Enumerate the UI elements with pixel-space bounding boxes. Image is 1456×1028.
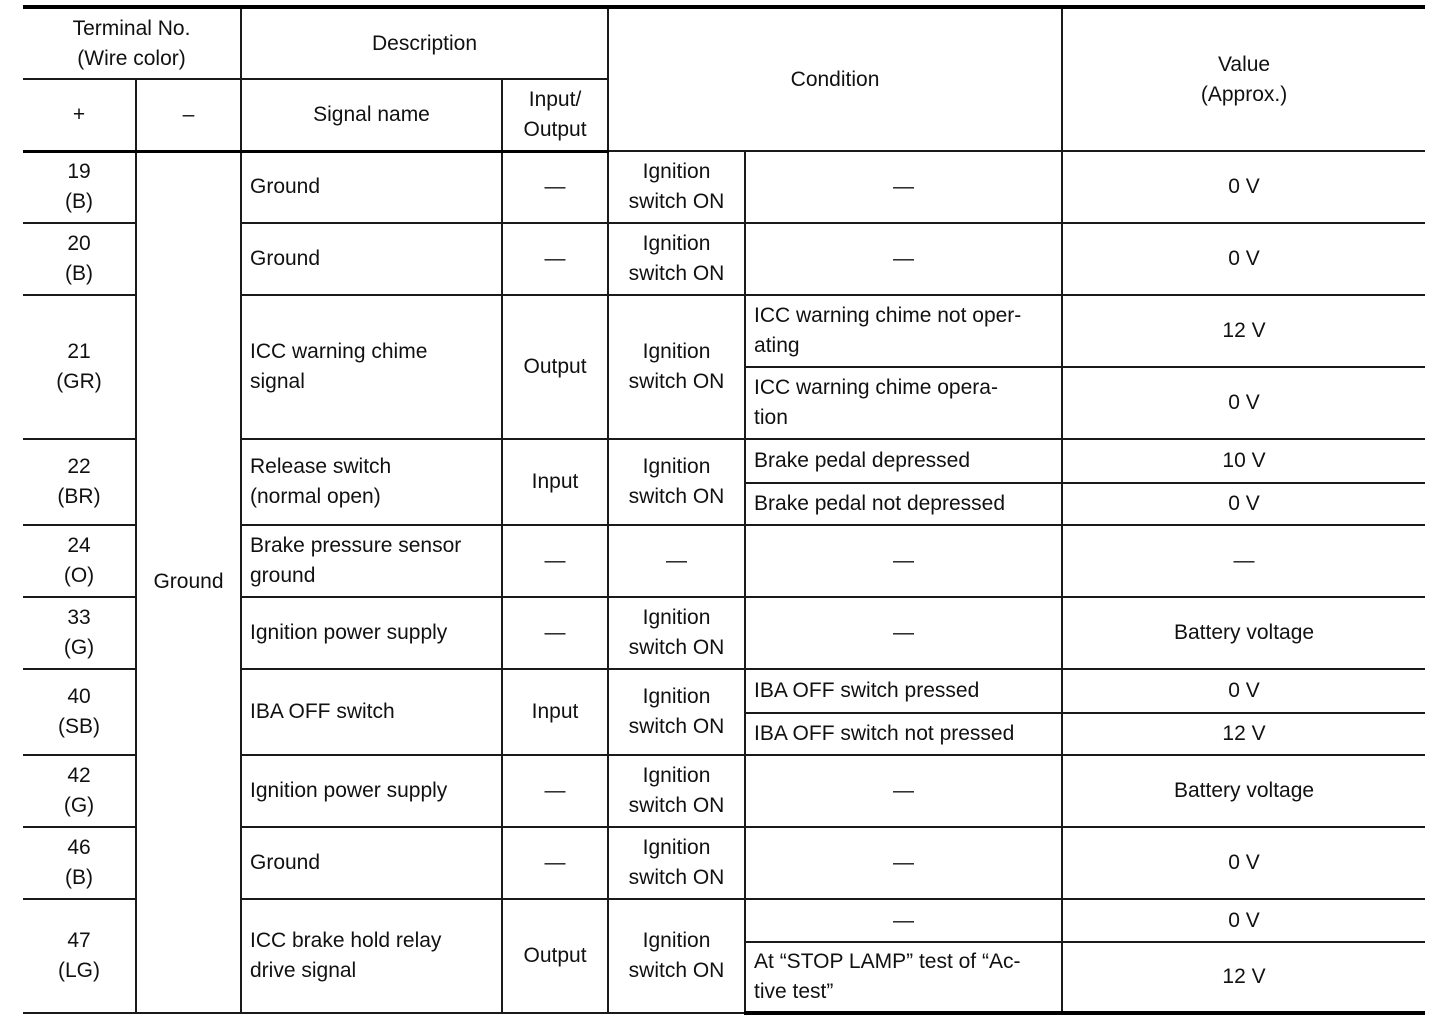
value-cell: 12 V [1062,942,1425,1013]
condition-detail-cell: IBA OFF switch not pressed [745,713,1062,755]
terminal-number-cell: 42 (G) [23,755,136,827]
value-cell: 0 V [1062,151,1425,223]
input-output-cell: — [502,223,608,295]
value-cell: 0 V [1062,899,1425,942]
terminal-number-cell: 24 (O) [23,525,136,597]
value-cell: 0 V [1062,827,1425,899]
value-cell: 12 V [1062,713,1425,755]
signal-name-cell: Release switch (normal open) [241,439,502,525]
input-output-cell: Output [502,295,608,439]
value-cell: Battery voltage [1062,755,1425,827]
signal-name-cell: Ground [241,827,502,899]
terminal-number-cell: 46 (B) [23,827,136,899]
value-cell: Battery voltage [1062,597,1425,669]
plus-header: + [23,79,136,151]
signal-name-cell: IBA OFF switch [241,669,502,755]
condition-main-cell: — [608,525,745,597]
condition-detail-cell: — [745,899,1062,942]
table-row [23,151,1425,223]
terminal-number-cell: 40 (SB) [23,669,136,755]
terminal-number-cell: 33 (G) [23,597,136,669]
condition-detail-cell: — [745,151,1062,223]
condition-detail-cell: At “STOP LAMP” test of “Ac- tive test” [745,942,1062,1013]
minus-ground-cell: Ground [136,151,241,1013]
condition-detail-cell: Brake pedal not depressed [745,483,1062,525]
value-cell: 12 V [1062,295,1425,367]
value-cell: 0 V [1062,669,1425,713]
value-cell: — [1062,525,1425,597]
condition-header: Condition [608,7,1062,151]
terminal-number-cell: 21 (GR) [23,295,136,439]
signal-name-cell: Ignition power supply [241,597,502,669]
condition-detail-cell: ICC warning chime opera- tion [745,367,1062,439]
input-output-cell: — [502,525,608,597]
condition-detail-cell: — [745,755,1062,827]
terminal-no-header: Terminal No. (Wire color) [23,7,241,79]
condition-main-cell: Ignition switch ON [608,151,745,223]
condition-main-cell: Ignition switch ON [608,597,745,669]
value-cell: 0 V [1062,367,1425,439]
terminal-number-cell: 20 (B) [23,223,136,295]
condition-detail-cell: — [745,827,1062,899]
signal-name-cell: ICC brake hold relay drive signal [241,899,502,1013]
condition-detail-cell: IBA OFF switch pressed [745,669,1062,713]
condition-detail-cell: Brake pedal depressed [745,439,1062,483]
condition-detail-cell: — [745,597,1062,669]
input-output-cell: — [502,597,608,669]
input-output-cell: Input [502,439,608,525]
signal-name-cell: ICC warning chime signal [241,295,502,439]
condition-detail-cell: ICC warning chime not oper- ating [745,295,1062,367]
value-cell: 0 V [1062,223,1425,295]
terminal-number-cell: 22 (BR) [23,439,136,525]
signal-name-cell: Ground [241,151,502,223]
minus-header: – [136,79,241,151]
input-output-cell: — [502,151,608,223]
condition-main-cell: Ignition switch ON [608,899,745,1013]
condition-main-cell: Ignition switch ON [608,223,745,295]
signal-name-cell: Ground [241,223,502,295]
condition-detail-cell: — [745,525,1062,597]
input-output-cell: Input [502,669,608,755]
condition-main-cell: Ignition switch ON [608,439,745,525]
signal-name-cell: Brake pressure sensor ground [241,525,502,597]
value-header: Value (Approx.) [1062,7,1425,151]
condition-main-cell: Ignition switch ON [608,295,745,439]
terminal-number-cell: 19 (B) [23,151,136,223]
input-output-cell: — [502,755,608,827]
value-cell: 10 V [1062,439,1425,483]
condition-detail-cell: — [745,223,1062,295]
input-output-cell: — [502,827,608,899]
description-header: Description [241,7,608,79]
signal-name-cell: Ignition power supply [241,755,502,827]
input-output-cell: Output [502,899,608,1013]
terminal-spec-table [23,5,1425,1015]
terminal-number-cell: 47 (LG) [23,899,136,1013]
condition-main-cell: Ignition switch ON [608,755,745,827]
value-cell: 0 V [1062,483,1425,525]
condition-main-cell: Ignition switch ON [608,669,745,755]
input-output-header: Input/ Output [502,79,608,151]
signal-name-header: Signal name [241,79,502,151]
condition-main-cell: Ignition switch ON [608,827,745,899]
